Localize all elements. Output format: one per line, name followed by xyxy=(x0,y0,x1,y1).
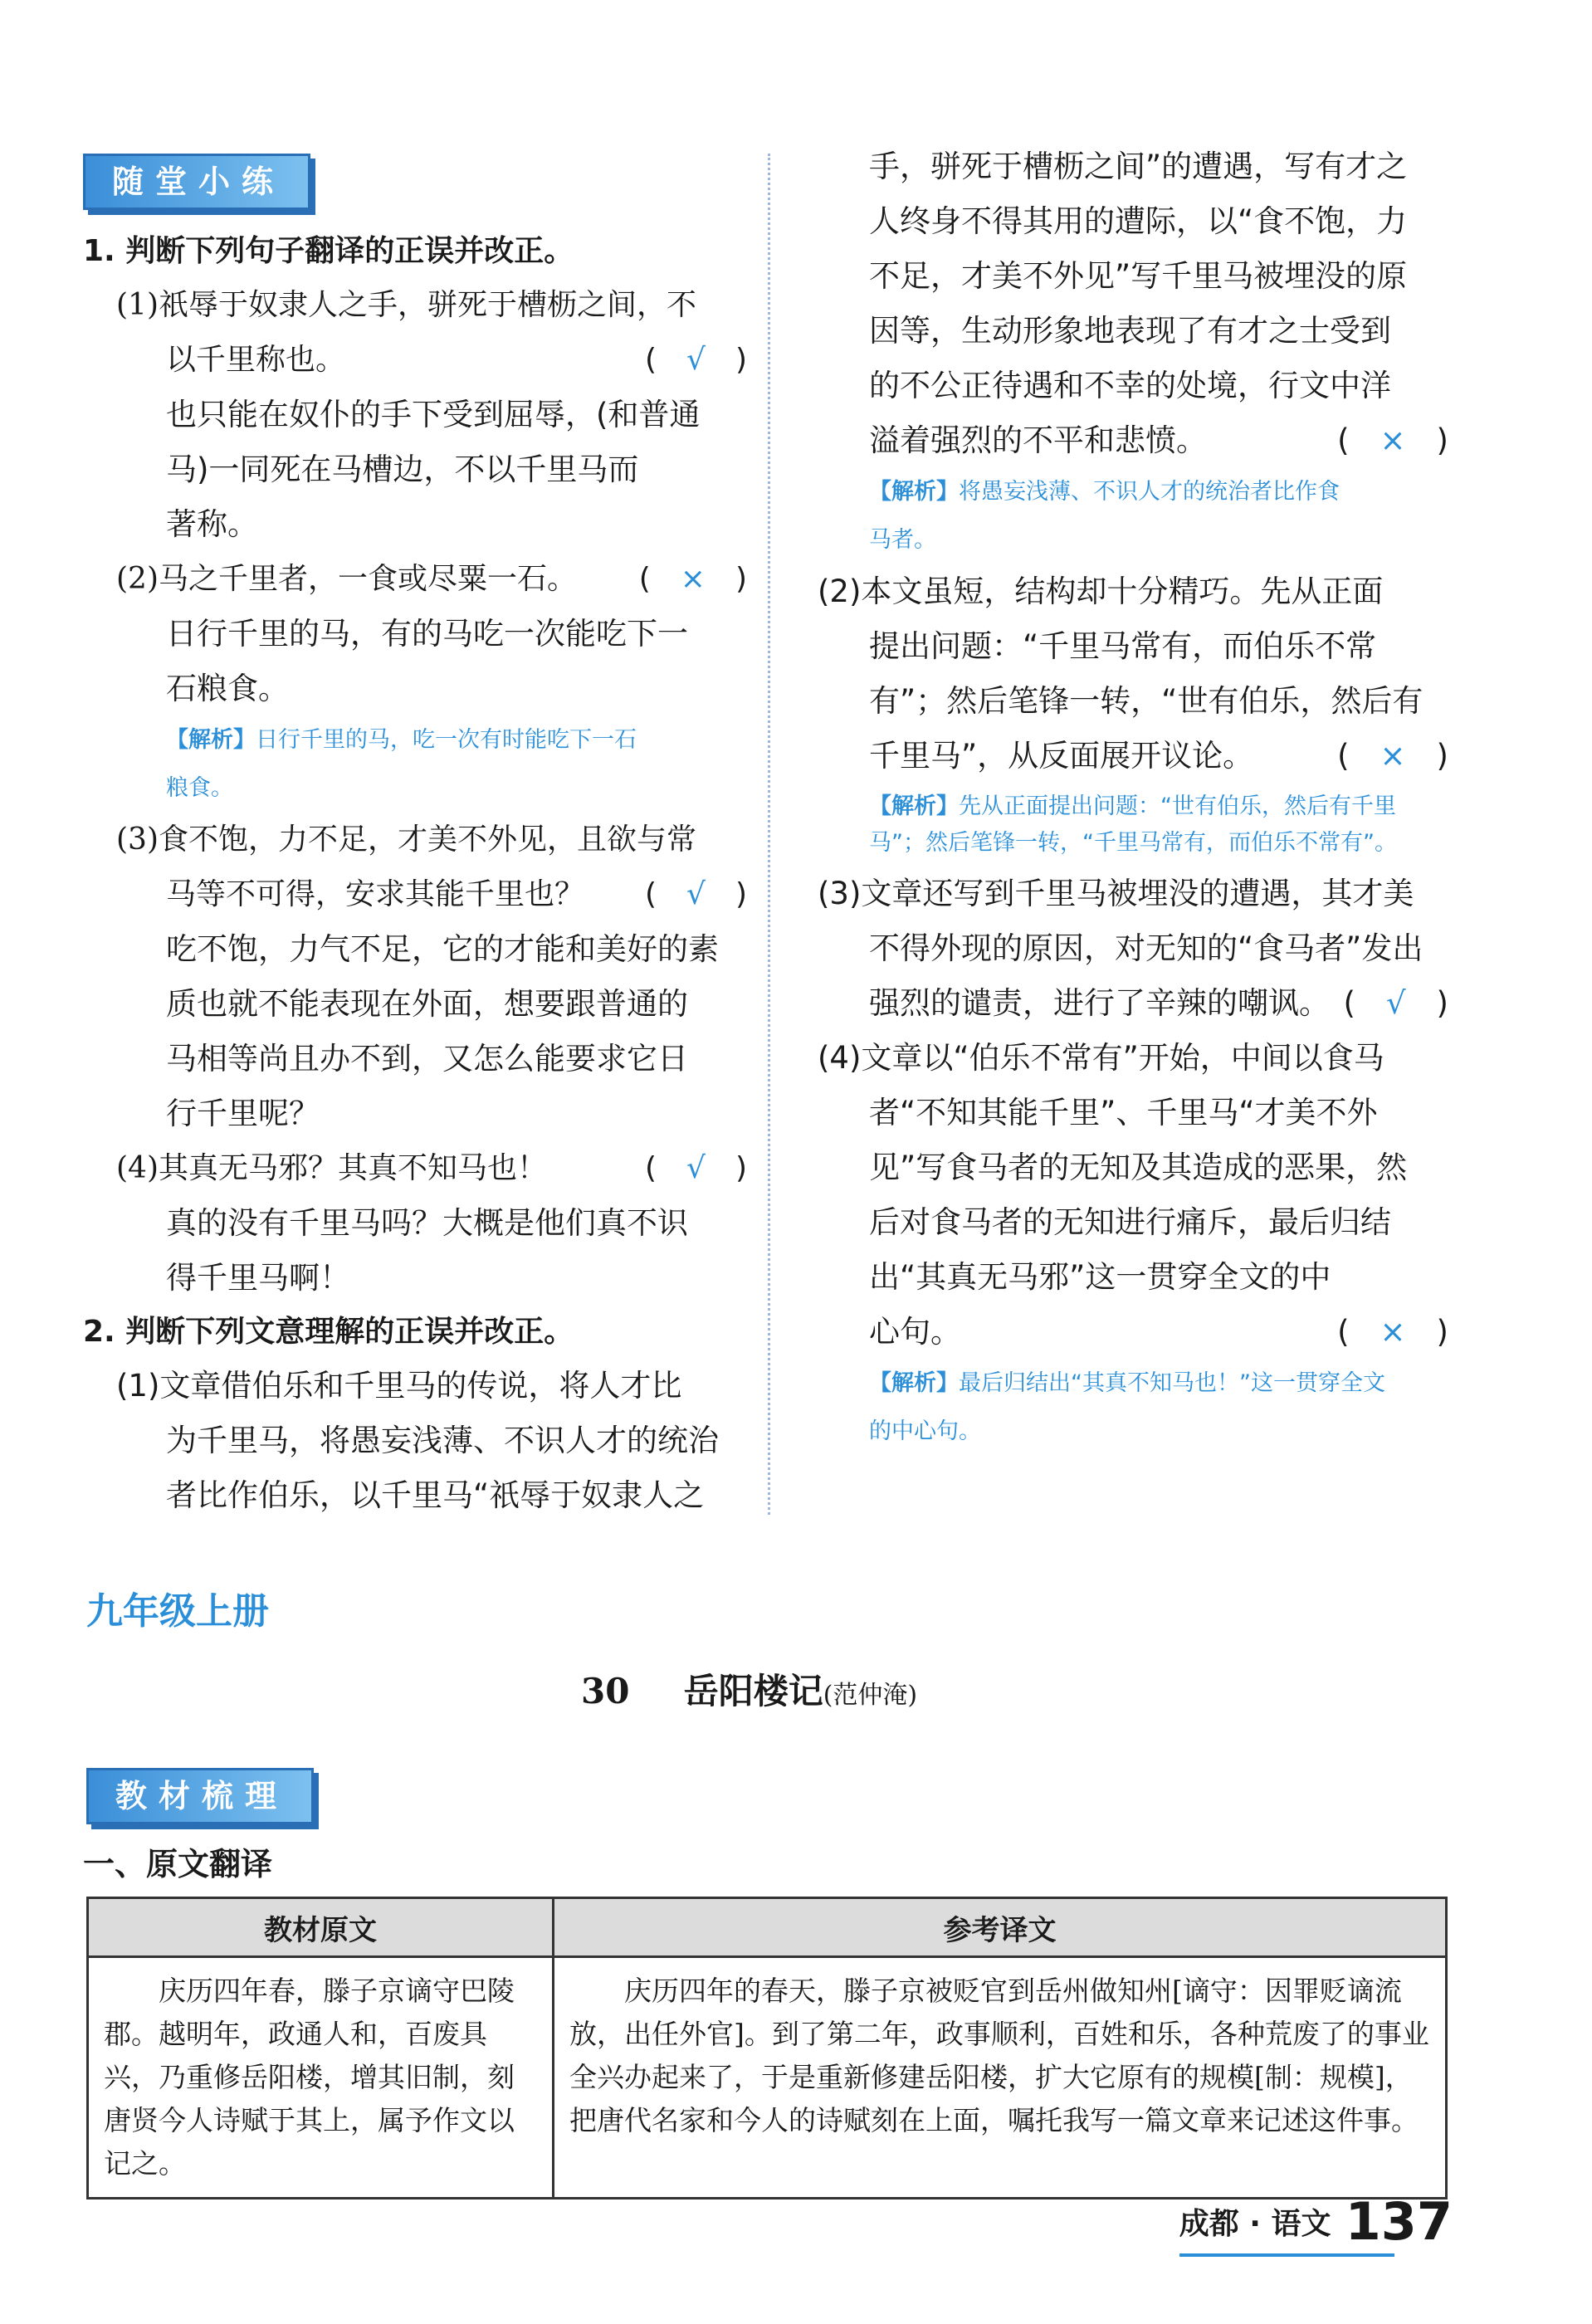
answer-mark: ( √ ) xyxy=(644,877,747,911)
statement-line: 见”写食马者的无知及其造成的恶果，然 xyxy=(869,1150,1408,1185)
item-sentence-line: 马等不可得，安求其能千里也？ xyxy=(166,877,585,911)
translation-line: 也只能在奴仆的手下受到屈辱，(和普通 xyxy=(166,397,701,432)
table-header-row xyxy=(88,1898,1447,1957)
analysis-text: 马”；然后笔锋一转，“千里马常有，而伯乐不常有”。 xyxy=(869,830,1397,856)
analysis-label: 【解析】 xyxy=(869,479,959,505)
statement-line: 不得外现的原因，对无知的“食马者”发出 xyxy=(869,930,1424,966)
statement-line: 溢着强烈的不平和悲愤。 xyxy=(869,422,1207,458)
statement-line: (1)文章借伯乐和千里马的传说，将人才比 xyxy=(116,1368,682,1404)
check-icon: √ xyxy=(1385,985,1406,1021)
statement-last-line xyxy=(818,729,1448,784)
analysis-text: 最后归结出“其真不知马也！”这一贯穿全文 xyxy=(959,1370,1385,1396)
item-sentence-line: 其真无马邪？其真不知马也！ xyxy=(159,1151,548,1185)
analysis-text: 的中心句。 xyxy=(869,1418,981,1444)
translation-line: 马)一同死在马槽边，不以千里马而 xyxy=(166,452,639,487)
question-2-title: 2. 判断下列文意理解的正误并改正。 xyxy=(83,1315,574,1349)
analysis-text: 马者。 xyxy=(869,527,936,553)
cross-icon: × xyxy=(1380,422,1406,458)
q1-item-1-translation xyxy=(83,388,747,552)
q1-item-2 xyxy=(83,552,747,607)
item-sentence-line: 以千里称也。 xyxy=(166,343,346,377)
q2-item-1-part-1 xyxy=(83,1359,747,1523)
book-name: 成都 · 语文 xyxy=(1179,2207,1331,2241)
answer-mark: ( √ ) xyxy=(1343,985,1448,1021)
cross-icon: × xyxy=(680,562,706,596)
analysis-text: 先从正面提出问题：“世有伯乐，然后有千里 xyxy=(959,793,1396,819)
analysis-line xyxy=(166,716,747,764)
check-icon: √ xyxy=(686,877,706,911)
statement-line: (3)文章还写到千里马被埋没的遭遇，其才美 xyxy=(818,876,1414,911)
lesson-title xyxy=(581,1664,1079,1714)
page-footer xyxy=(1179,2191,1453,2252)
statement-line: (4)文章以“伯乐不常有”开始，中间以食马 xyxy=(818,1040,1384,1076)
statement-line: (2)本文虽短，结构却十分精巧。先从正面 xyxy=(818,574,1384,609)
q2-item-1-part-2 xyxy=(818,139,1448,468)
analysis-text: 日行千里的马，吃一次有时能吃下一石 xyxy=(256,727,637,753)
section-title: 一、原文翻译 xyxy=(83,1846,273,1882)
translation-line: 得千里马啊！ xyxy=(166,1260,350,1296)
statement-line: 提出问题：“千里马常有，而伯乐不常 xyxy=(869,628,1377,664)
q2-item-1-analysis xyxy=(818,468,1448,564)
statement-line: 因等，生动形象地表现了有才之士受到 xyxy=(869,313,1391,349)
answer-mark: ( × ) xyxy=(638,562,747,596)
statement-last-line xyxy=(869,413,1448,468)
q2-item-4-analysis xyxy=(818,1360,1448,1456)
analysis-text: 将愚妄浅薄、不识人才的统治者比作食 xyxy=(959,479,1340,505)
statement-line: 千里马”，从反面展开议论。 xyxy=(869,738,1254,774)
q1-item-3 xyxy=(83,813,747,922)
translation-line: 行千里呢？ xyxy=(166,1096,320,1131)
item-number: (2) xyxy=(116,562,159,596)
right-column xyxy=(818,139,1448,1456)
textbook-section-tag: 教材梳理 xyxy=(86,1768,314,1824)
column-header-translation: 参考译文 xyxy=(554,1898,1447,1957)
statement-line: 不足，才美不外见”写千里马被埋没的原 xyxy=(869,258,1408,294)
statement-line: 的不公正待遇和不幸的处境，行文中洋 xyxy=(869,368,1391,403)
translation-line: 马相等尚且办不到，又怎么能要求它日 xyxy=(166,1041,688,1077)
statement-line: 心句。 xyxy=(869,1314,961,1350)
translation-line: 真的没有千里马吗？大概是他们真不识 xyxy=(166,1205,688,1241)
original-text-cell xyxy=(88,1957,554,2199)
analysis-label: 【解析】 xyxy=(869,793,959,819)
question-1-title: 1. 判断下列句子翻译的正误并改正。 xyxy=(83,234,574,268)
statement-line: 强烈的谴责，进行了辛辣的嘲讽。 xyxy=(869,985,1330,1021)
translation-text-cell xyxy=(554,1957,1447,2199)
q1-item-4-translation xyxy=(83,1196,747,1306)
cross-icon: × xyxy=(1380,738,1406,774)
translation-line: 质也就不能表现在外面，想要跟普通的 xyxy=(166,986,688,1022)
item-sentence-line: 马之千里者，一食或尽粟一石。 xyxy=(159,562,578,596)
check-icon: √ xyxy=(686,1151,706,1185)
statement-last-line xyxy=(818,976,1448,1031)
item-number: (4) xyxy=(116,1151,159,1185)
item-number: (1) xyxy=(116,288,159,322)
analysis-line xyxy=(869,1360,1448,1408)
statement-line: 有”；然后笔锋一转，“世有伯乐，然后有 xyxy=(869,683,1424,719)
footer-underline xyxy=(1179,2253,1394,2257)
q1-item-3-translation xyxy=(83,922,747,1141)
cross-icon: × xyxy=(1380,1314,1406,1350)
item-sentence-line: 食不饱，力不足，才美不外见，且欲与常 xyxy=(159,823,697,857)
translation-line: 著称。 xyxy=(166,506,258,542)
item-sentence-line: 祇辱于奴隶人之手，骈死于槽枥之间，不 xyxy=(159,288,697,322)
statement-line: 人终身不得其用的遭际，以“食不饱，力 xyxy=(869,203,1408,239)
answer-mark: ( √ ) xyxy=(644,343,747,377)
translation-table xyxy=(86,1897,1448,2200)
table-row xyxy=(88,1957,1447,2199)
answer-mark: ( × ) xyxy=(1337,738,1448,774)
statement-line: 后对食马者的无知进行痛斥，最后归结 xyxy=(869,1204,1391,1240)
answer-mark: ( √ ) xyxy=(644,1151,747,1185)
statement-last-line xyxy=(818,1305,1448,1360)
analysis-label: 【解析】 xyxy=(166,727,256,753)
check-icon: √ xyxy=(686,343,706,377)
lesson-name: 岳阳楼记 xyxy=(683,1671,823,1711)
item-number: (3) xyxy=(116,823,159,857)
q2-item-2 xyxy=(818,564,1448,784)
statement-line: 出“其真无马邪”这一贯穿全文的中 xyxy=(869,1259,1331,1295)
column-header-original: 教材原文 xyxy=(88,1898,554,1957)
statement-line: 者比作伯乐，以千里马“祇辱于奴隶人之 xyxy=(166,1477,705,1513)
lesson-author: (范仲淹) xyxy=(823,1681,918,1710)
original-text: 庆历四年春，滕子京谪守巴陵郡。越明年，政通人和，百废具兴，乃重修岳阳楼，增其旧制，刻唐贤今人诗赋于其上，属予作文以记之。 xyxy=(104,1975,515,2180)
lesson-number: 30 xyxy=(581,1671,630,1711)
grade-heading: 九年级上册 xyxy=(86,1590,269,1633)
practice-section-tag: 随堂小练 xyxy=(83,154,310,210)
statement-line: 手，骈死于槽枥之间”的遭遇，写有才之 xyxy=(869,149,1408,184)
translation-line: 吃不饱，力气不足，它的才能和美好的素 xyxy=(166,931,719,967)
translation-line: 日行千里的马，有的马吃一次能吃下一 xyxy=(166,616,688,652)
analysis-label: 【解析】 xyxy=(869,1370,959,1396)
statement-line: 为千里马，将愚妄浅薄、不识人才的统治 xyxy=(166,1423,719,1458)
q1-item-2-translation xyxy=(83,607,747,716)
translation-line: 石粮食。 xyxy=(166,671,289,706)
q2-item-4 xyxy=(818,1031,1448,1360)
q2-item-2-analysis xyxy=(818,784,1448,867)
analysis-text: 粮食。 xyxy=(166,775,233,801)
q1-item-4 xyxy=(83,1141,747,1196)
answer-mark: ( × ) xyxy=(1337,422,1448,458)
q1-item-1 xyxy=(83,278,747,388)
column-divider xyxy=(768,154,770,1515)
page-number: 137 xyxy=(1345,2191,1453,2252)
analysis-line xyxy=(869,468,1448,516)
translation-text: 庆历四年的春天，滕子京被贬官到岳州做知州[谪守：因罪贬谪流放，出任外官]。到了第二年，政事顺利，百姓和乐，各种荒废了的事业全兴办起来了，于是重新修建岳阳楼，扩大它原有的规模[制：规模]，把唐代名家和今人的诗赋刻在上面，嘱托我写一篇文章来记述这件事。 xyxy=(569,1975,1429,2136)
analysis-line xyxy=(869,788,1448,825)
q1-item-2-analysis xyxy=(83,716,747,813)
q2-item-3 xyxy=(818,867,1448,1031)
statement-line: 者“不知其能千里”、千里马“才美不外 xyxy=(869,1095,1378,1130)
answer-mark: ( × ) xyxy=(1337,1314,1448,1350)
left-column xyxy=(83,154,747,1523)
